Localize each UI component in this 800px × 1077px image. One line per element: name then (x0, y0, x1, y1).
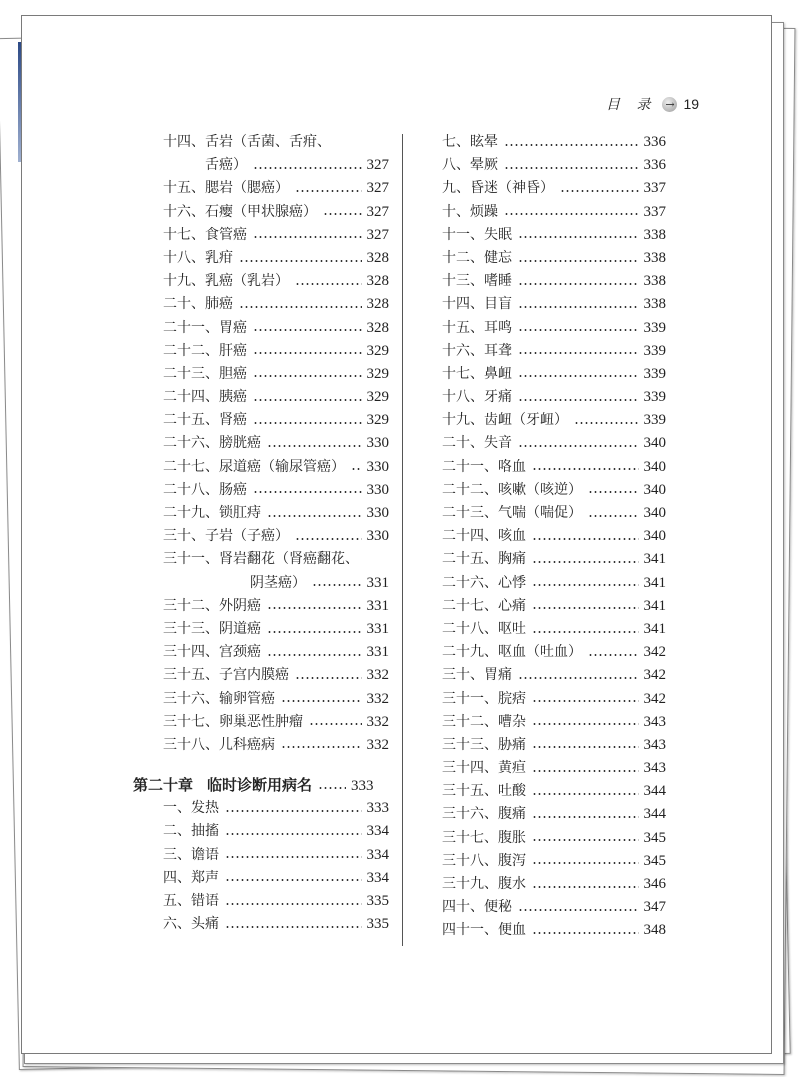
entry-page: 332 (366, 667, 389, 684)
entry-page: 332 (366, 736, 389, 753)
dot-leader (532, 584, 639, 586)
toc-entry[interactable] (442, 850, 666, 873)
entry-title: 十六、耳聋 (442, 342, 512, 359)
toc-entry[interactable] (442, 270, 666, 293)
toc-entry[interactable] (442, 525, 666, 548)
entry-title: 三十七、腹胀 (442, 829, 526, 846)
entry-title: 二十一、咯血 (442, 458, 526, 475)
entry-title: 二十九、呕血（吐血） (442, 644, 582, 661)
toc-entry[interactable] (442, 618, 666, 641)
toc-entry[interactable] (442, 479, 666, 502)
entry-page: 336 (643, 157, 666, 174)
toc-entry[interactable] (133, 201, 389, 224)
entry-title: 二十六、膀胱癌 (163, 435, 261, 452)
toc-entry[interactable] (442, 293, 666, 316)
entry-title: 十七、鼻衄 (442, 365, 512, 382)
toc-left-column (133, 131, 389, 936)
entry-title: 三十、胃痛 (442, 667, 512, 684)
running-header (606, 94, 699, 114)
entry-title: 二十五、胸痛 (442, 551, 526, 568)
entry-page: 335 (366, 916, 389, 933)
entry-title: 三十四、宫颈癌 (163, 644, 261, 661)
dot-leader (504, 144, 639, 146)
entry-title: 六、头痛 (163, 916, 219, 933)
entry-page: 339 (643, 412, 666, 429)
entry-title: 三十八、儿科癌病 (163, 736, 275, 753)
dot-leader (518, 399, 639, 401)
dot-leader (574, 422, 639, 424)
entry-page: 331 (366, 620, 389, 637)
dot-leader (532, 770, 639, 772)
toc-entry[interactable] (442, 803, 666, 826)
dot-leader (225, 903, 362, 905)
toc-entry[interactable] (133, 734, 389, 757)
toc-entry[interactable] (442, 873, 666, 896)
toc-entry[interactable] (133, 386, 389, 409)
entry-page: 330 (366, 505, 389, 521)
dot-leader (239, 306, 362, 308)
entry-title: 二十八、呕吐 (442, 620, 526, 637)
toc-entry[interactable] (133, 618, 389, 641)
entry-title: 二十七、尿道癌（输尿管癌） (163, 458, 345, 475)
entry-page: 341 (643, 551, 666, 568)
dot-leader (504, 213, 639, 215)
entry-title: 二十三、胆癌 (163, 365, 247, 382)
dot-leader (239, 260, 362, 262)
entry-page: 328 (366, 273, 389, 290)
entry-title: 二十七、心痛 (442, 597, 526, 614)
entry-title-cont: 阴茎癌） (250, 574, 306, 591)
chapter-page: 333 (351, 778, 374, 795)
entry-title: 五、错语 (163, 893, 219, 909)
toc-entry[interactable] (133, 641, 389, 664)
entry-page: 343 (643, 713, 666, 730)
entry-page: 342 (643, 667, 666, 684)
toc-right-column (442, 131, 666, 943)
dot-leader (295, 190, 362, 192)
toc-entry[interactable] (133, 432, 389, 455)
entry-page: 331 (366, 644, 389, 661)
entry-page: 327 (366, 157, 389, 174)
entry-page: 340 (643, 435, 666, 452)
dot-leader (225, 926, 362, 928)
entry-title: 三十、子岩（子癌） (163, 528, 289, 545)
entry-title: 十五、耳鸣 (442, 319, 512, 336)
entry-title: 一、发热 (163, 800, 219, 817)
header-title: 目 录 (606, 97, 657, 113)
toc-entry[interactable] (442, 154, 666, 177)
toc-entry[interactable] (133, 548, 389, 571)
toc-entry[interactable] (133, 340, 389, 363)
toc-entry[interactable] (133, 479, 389, 502)
entry-page: 335 (366, 893, 389, 909)
entry-title: 三十六、输卵管癌 (163, 690, 275, 707)
toc-entry[interactable] (133, 913, 389, 936)
toc-entry[interactable] (442, 711, 666, 734)
entry-title: 二十、肺癌 (163, 296, 233, 313)
toc-entry[interactable] (442, 688, 666, 711)
toc-entry[interactable] (133, 247, 389, 270)
entry-page: 341 (643, 574, 666, 591)
dot-leader (518, 329, 639, 331)
entry-title: 四、郑声 (163, 869, 219, 886)
entry-page: 346 (643, 876, 666, 892)
entry-page: 339 (643, 389, 666, 406)
entry-page: 330 (366, 528, 389, 545)
dot-leader (312, 584, 362, 586)
entry-title-cont: 舌癌） (205, 157, 247, 174)
dot-leader (253, 236, 362, 238)
entry-page: 329 (366, 412, 389, 429)
toc-entry[interactable] (133, 317, 389, 340)
toc-entry[interactable] (133, 820, 389, 843)
dot-leader (518, 445, 639, 447)
dot-leader (267, 631, 362, 633)
entry-title: 十三、嗜睡 (442, 273, 512, 290)
entry-page: 342 (643, 644, 666, 661)
toc-entry[interactable] (442, 595, 666, 618)
entry-page: 334 (366, 846, 389, 863)
dot-leader (253, 422, 362, 424)
toc-entry[interactable] (133, 131, 389, 154)
entry-title: 十四、目盲 (442, 296, 512, 313)
entry-page: 328 (366, 319, 389, 336)
entry-title: 三十一、脘痞 (442, 690, 526, 707)
entry-page: 336 (643, 134, 666, 150)
dot-leader (518, 283, 639, 285)
toc-entry[interactable] (442, 432, 666, 455)
entry-page: 330 (366, 481, 389, 498)
toc-entry[interactable] (133, 797, 389, 820)
entry-page: 332 (366, 713, 389, 730)
dot-leader (518, 260, 639, 262)
entry-title: 三十九、腹水 (442, 876, 526, 892)
dot-leader (518, 352, 639, 354)
entry-title: 十四、舌岩（舌菌、舌疳、 (163, 134, 331, 150)
entry-title: 三十三、阴道癌 (163, 620, 261, 637)
entry-page: 327 (366, 203, 389, 220)
toc-entry-continuation[interactable] (133, 572, 389, 595)
entry-page: 334 (366, 869, 389, 886)
entry-page: 339 (643, 342, 666, 359)
entry-page: 345 (643, 852, 666, 869)
entry-page: 338 (643, 296, 666, 313)
entry-title: 十五、腮岩（腮癌） (163, 180, 289, 197)
dot-leader (532, 538, 639, 540)
entry-title: 八、晕厥 (442, 157, 498, 174)
toc-entry[interactable] (133, 502, 389, 525)
entry-page: 339 (643, 365, 666, 382)
dot-leader (532, 468, 639, 470)
entry-title: 二十六、心悸 (442, 574, 526, 591)
dot-leader (518, 909, 639, 911)
entry-page: 340 (643, 505, 666, 521)
dot-leader (253, 491, 362, 493)
toc-entry[interactable] (442, 247, 666, 270)
dot-leader (253, 375, 362, 377)
dot-leader (532, 932, 639, 934)
toc-entry[interactable] (133, 293, 389, 316)
toc-entry[interactable] (133, 890, 389, 913)
toc-entry[interactable] (442, 896, 666, 919)
dot-leader (518, 236, 639, 238)
entry-title: 二十一、胃癌 (163, 319, 247, 336)
dot-leader (267, 515, 362, 517)
entry-title: 三十六、腹痛 (442, 806, 526, 823)
entry-page: 337 (643, 180, 666, 197)
column-divider (402, 134, 403, 946)
dot-leader (532, 816, 639, 818)
toc-entry[interactable] (442, 317, 666, 340)
entry-title: 三十五、吐酸 (442, 783, 526, 800)
entry-title: 三十二、外阴癌 (163, 597, 261, 614)
arrow-right-circle-icon: → (662, 97, 677, 112)
entry-title: 二十三、气喘（喘促） (442, 505, 582, 521)
toc-entry[interactable] (442, 502, 666, 525)
entry-page: 330 (366, 458, 389, 475)
dot-leader (532, 723, 639, 725)
dot-leader (532, 886, 639, 888)
toc-entry[interactable] (442, 456, 666, 479)
entry-title: 二十四、胰癌 (163, 389, 247, 406)
toc-entry[interactable] (133, 688, 389, 711)
entry-page: 328 (366, 249, 389, 266)
toc-entry[interactable] (133, 224, 389, 247)
dot-leader (532, 793, 639, 795)
toc-entry[interactable] (133, 711, 389, 734)
entry-title: 二十九、锁肛痔 (163, 505, 261, 521)
toc-entry[interactable] (442, 386, 666, 409)
dot-leader (281, 700, 362, 702)
entry-page: 338 (643, 273, 666, 290)
entry-page: 348 (643, 922, 666, 939)
entry-title: 三十二、嘈杂 (442, 713, 526, 730)
toc-entry[interactable] (442, 340, 666, 363)
entry-title: 二十五、肾癌 (163, 412, 247, 429)
dot-leader (588, 491, 639, 493)
toc-entry[interactable] (133, 270, 389, 293)
toc-entry[interactable] (442, 363, 666, 386)
toc-entry[interactable] (133, 867, 389, 890)
entry-page: 342 (643, 690, 666, 707)
entry-page: 344 (643, 783, 666, 800)
entry-page: 344 (643, 806, 666, 823)
entry-title: 十九、乳癌（乳岩） (163, 273, 289, 290)
page-number: 19 (683, 96, 700, 112)
toc-entry[interactable] (133, 595, 389, 618)
toc-entry[interactable] (442, 664, 666, 687)
dot-leader (253, 329, 362, 331)
dot-leader (560, 190, 639, 192)
dot-leader (532, 839, 639, 841)
dot-leader (225, 879, 362, 881)
entry-title: 二十二、咳嗽（咳逆） (442, 481, 582, 498)
entry-title: 二十八、肠癌 (163, 481, 247, 498)
entry-title: 十、烦躁 (442, 203, 498, 220)
toc-entry[interactable] (133, 525, 389, 548)
entry-page: 329 (366, 365, 389, 382)
entry-title: 三十一、肾岩翻花（肾癌翻花、 (163, 551, 359, 568)
entry-page: 337 (643, 203, 666, 220)
entry-title: 三、谵语 (163, 846, 219, 863)
toc-entry[interactable] (133, 409, 389, 432)
dot-leader (518, 375, 639, 377)
entry-page: 334 (366, 823, 389, 840)
entry-page: 328 (366, 296, 389, 313)
dot-leader (225, 856, 362, 858)
entry-page: 339 (643, 319, 666, 336)
entry-page: 331 (366, 597, 389, 614)
toc-entry[interactable] (133, 456, 389, 479)
toc-entry[interactable] (442, 201, 666, 224)
entry-page: 340 (643, 458, 666, 475)
entry-page: 329 (366, 389, 389, 406)
entry-page: 347 (643, 899, 666, 916)
entry-title: 二、抽搐 (163, 823, 219, 840)
toc-entry[interactable] (442, 177, 666, 200)
toc-entry[interactable] (133, 664, 389, 687)
entry-page: 343 (643, 736, 666, 753)
dot-leader (253, 352, 362, 354)
dot-leader (225, 833, 362, 835)
dot-leader (295, 283, 362, 285)
entry-title: 二十四、咳血 (442, 528, 526, 545)
chapter-heading[interactable] (133, 774, 389, 797)
dot-leader (518, 306, 639, 308)
entry-title: 十七、食管癌 (163, 226, 247, 243)
dot-leader (532, 862, 639, 864)
dot-leader (225, 810, 362, 812)
entry-title: 二十、失音 (442, 435, 512, 452)
entry-page: 333 (366, 800, 389, 817)
toc-entry[interactable] (442, 919, 666, 942)
toc-entry[interactable] (133, 177, 389, 200)
entry-title: 三十四、黄疸 (442, 760, 526, 777)
entry-page: 331 (366, 574, 389, 591)
dot-leader (281, 746, 362, 748)
entry-title: 四十一、便血 (442, 922, 526, 939)
entry-page: 345 (643, 829, 666, 846)
entry-title: 十九、齿衄（牙衄） (442, 412, 568, 429)
dot-leader (267, 445, 362, 447)
entry-title: 十二、健忘 (442, 249, 512, 266)
dot-leader (532, 631, 639, 633)
toc-entry[interactable] (133, 363, 389, 386)
chapter-title: 临时诊断用病名 (207, 776, 313, 795)
entry-page: 340 (643, 528, 666, 545)
entry-title: 二十二、肝癌 (163, 342, 247, 359)
entry-page: 341 (643, 597, 666, 614)
dot-leader (318, 787, 346, 789)
toc-entry[interactable] (442, 734, 666, 757)
entry-title: 四十、便秘 (442, 899, 512, 916)
toc-entry[interactable] (442, 548, 666, 571)
entry-title: 十八、牙痛 (442, 389, 512, 406)
entry-page: 338 (643, 226, 666, 243)
dot-leader (267, 654, 362, 656)
dot-leader (532, 607, 639, 609)
entry-page: 327 (366, 180, 389, 197)
toc-entry-continuation[interactable] (133, 154, 389, 177)
toc-entry[interactable] (133, 844, 389, 867)
dot-leader (295, 677, 362, 679)
dot-leader (518, 677, 639, 679)
entry-title: 十八、乳疳 (163, 249, 233, 266)
toc-entry[interactable] (442, 757, 666, 780)
entry-page: 343 (643, 760, 666, 777)
toc-entry[interactable] (442, 572, 666, 595)
entry-page: 340 (643, 481, 666, 498)
entry-title: 九、昏迷（神昏） (442, 180, 554, 197)
dot-leader (351, 468, 362, 470)
toc-entry[interactable] (442, 780, 666, 803)
dot-leader (309, 723, 362, 725)
dot-leader (588, 515, 639, 517)
dot-leader (504, 167, 639, 169)
dot-leader (253, 167, 362, 169)
entry-title: 十六、石瘿（甲状腺癌） (163, 203, 317, 220)
chapter-label (133, 774, 312, 797)
toc-entry[interactable] (442, 827, 666, 850)
dot-leader (267, 607, 362, 609)
entry-page: 341 (643, 620, 666, 637)
entry-page: 329 (366, 342, 389, 359)
toc-entry[interactable] (442, 131, 666, 154)
entry-title: 七、眩晕 (442, 134, 498, 150)
entry-title: 三十七、卵巢恶性肿瘤 (163, 713, 303, 730)
dot-leader (323, 213, 362, 215)
dot-leader (532, 700, 639, 702)
dot-leader (588, 654, 639, 656)
entry-page: 330 (366, 435, 389, 452)
chapter-number: 第二十章 (133, 776, 194, 795)
entry-title: 三十五、子宫内膜癌 (163, 667, 289, 684)
entry-page: 332 (366, 690, 389, 707)
toc-entry[interactable] (442, 641, 666, 664)
entry-title: 三十八、腹泻 (442, 852, 526, 869)
dot-leader (253, 399, 362, 401)
entry-page: 338 (643, 249, 666, 266)
dot-leader (532, 561, 639, 563)
toc-entry[interactable] (442, 224, 666, 247)
toc-entry[interactable] (442, 409, 666, 432)
dot-leader (532, 746, 639, 748)
dot-leader (295, 538, 362, 540)
entry-title: 三十三、胁痛 (442, 736, 526, 753)
entry-title: 十一、失眠 (442, 226, 512, 243)
entry-page: 327 (366, 226, 389, 243)
